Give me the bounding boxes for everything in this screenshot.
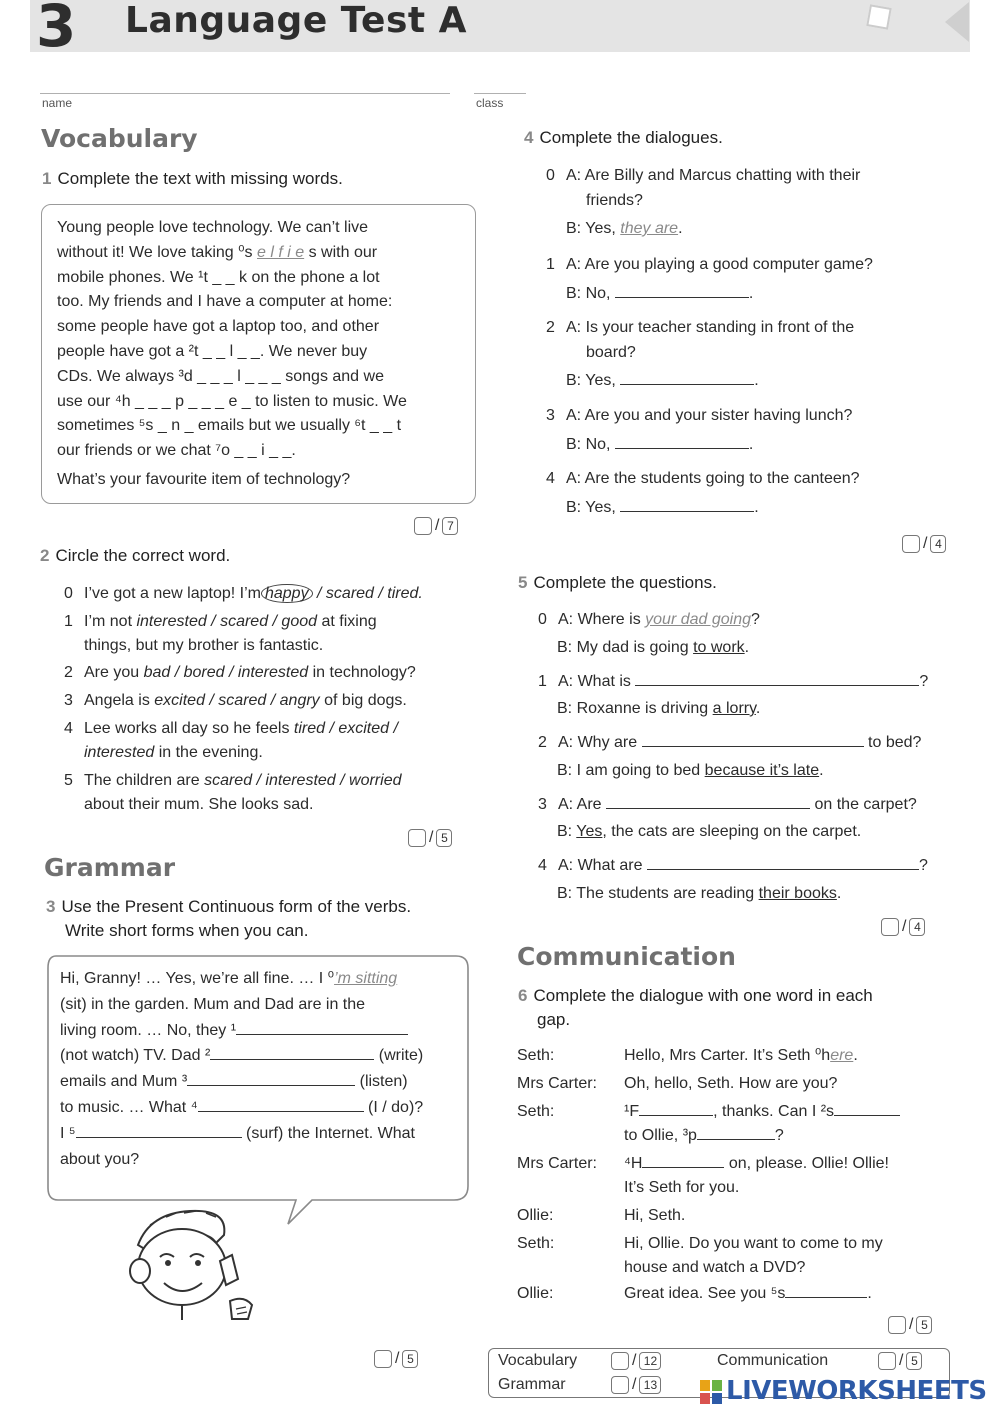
ex5-item-4-b: B: The students are reading their books.	[557, 885, 842, 902]
answer-gap-4[interactable]	[642, 1152, 724, 1168]
example-answer: ere	[830, 1047, 854, 1064]
ex4-item-1-answer: B: No, .	[566, 282, 753, 306]
grammar-heading: Grammar	[44, 853, 176, 882]
summary-grammar[interactable]: Grammar / 13	[498, 1376, 661, 1394]
example-answer: e l f i e	[257, 243, 305, 261]
ex5-item-4: 4 A: What are ?	[538, 854, 928, 878]
unit-number: 3	[36, 0, 77, 60]
exercise-6-dialogue: Seth: Hello, Mrs Carter. It’s Seth ⁰here. Mrs Carter: Oh, hello, Seth. How are you? Seth: ¹F , thanks. Can I ²s to Ollie, ³p ? Mrs Carter: ⁴H on, please. Ollie! Ollie! It’s Seth for you. Ollie: Hi, Seth. Seth: Hi, Ollie. Do you want to come to my house and watch a DVD? Ollie: Great idea. See you ⁵s .	[517, 1044, 957, 1314]
ex5-item-3: 3 A: Are on the carpet?	[538, 793, 917, 817]
name-line	[40, 93, 450, 94]
answer-gap-4[interactable]	[198, 1096, 364, 1112]
exercise-1-score[interactable]: / 7	[414, 517, 458, 535]
answer-gap[interactable]	[620, 369, 754, 385]
speaker: Mrs Carter:	[517, 1155, 597, 1172]
example-answer: your dad going	[645, 611, 751, 628]
exercise-3-score[interactable]: / 5	[374, 1350, 418, 1368]
speaker: Ollie:	[517, 1207, 554, 1224]
corner-decoration	[866, 4, 891, 29]
ex2-item-0: 0 I’ve got a new laptop! I’m happy / scared / tired.	[64, 585, 423, 602]
ex5-item-2: 2 A: Why are to bed?	[538, 731, 921, 755]
ex5-item-2-b: B: I am going to bed because it’s late.	[557, 762, 824, 779]
liveworksheets-logo-icon	[700, 1380, 722, 1404]
exercise-2-score[interactable]: / 5	[408, 829, 452, 847]
communication-heading: Communication	[517, 942, 736, 971]
answer-gap-2[interactable]	[210, 1044, 374, 1060]
ex2-item-5-cont: about their mum. She looks sad.	[84, 796, 314, 813]
answer-gap-1[interactable]	[236, 1019, 408, 1035]
speaker: Seth:	[517, 1235, 555, 1252]
liveworksheets-watermark: LIVEWORKSHEETS	[726, 1376, 987, 1406]
ex4-item-1: 1 A: Are you playing a good computer game?	[546, 256, 873, 273]
ex5-item-1-b: B: Roxanne is driving a lorry.	[557, 700, 761, 717]
ex4-item-2-answer: B: Yes, .	[566, 369, 759, 393]
example-answer: ’m sitting	[334, 970, 398, 987]
ex5-item-0: 0 A: Where is your dad going?	[538, 611, 760, 628]
answer-gap-1[interactable]	[639, 1100, 713, 1116]
exercise-5-title: 5 Complete the questions.	[518, 573, 717, 592]
speaker: Seth:	[517, 1103, 555, 1120]
ex4-item-0-cont: friends?	[586, 192, 643, 209]
summary-communication[interactable]: Communication / 5	[717, 1352, 922, 1370]
answer-gap[interactable]	[642, 731, 864, 747]
ex2-item-5[interactable]: 5 The children are scared / interested / worried	[64, 772, 402, 789]
ex2-item-4-cont: interested in the evening.	[84, 744, 263, 761]
page-title: Language Test A	[125, 0, 467, 41]
vocabulary-heading: Vocabulary	[41, 124, 198, 153]
exercise-3-title: 3 Use the Present Continuous form of the verbs. Write short forms when you can.	[46, 897, 412, 940]
speaker: Ollie:	[517, 1285, 554, 1302]
circled-answer: happy	[261, 584, 313, 603]
exercise-4-title: 4 Complete the dialogues.	[524, 128, 723, 147]
ex2-item-3[interactable]: 3 Angela is excited / scared / angry of big dogs.	[64, 692, 407, 709]
boy-on-phone-illustration	[120, 1205, 280, 1320]
answer-gap-5[interactable]	[785, 1282, 867, 1298]
ex4-item-2-cont: board?	[586, 344, 636, 361]
speaker: Mrs Carter:	[517, 1075, 597, 1092]
answer-gap[interactable]	[615, 433, 749, 449]
answer-gap[interactable]	[615, 282, 749, 298]
answer-gap-2[interactable]	[834, 1100, 900, 1116]
exercise-1-text: Young people love technology. We can’t live without it! We love taking ⁰s e l f i e s with our mobile phones. We ¹t _ _ k on the phone a lot too. My friends and I have a computer at home: some people have got a laptop too, and other people have got a ²t _ _ l _ _. We never buy CDs. We always ³d _ _ _ l _ _ _ songs and we use our ⁴h _ _ _ p _ _ _ e _ to listen to music. We sometimes ⁵s _ n _ emails but we usually ⁶t _ _ t our friends or we chat ⁷o _ _ i _ _. What’s your favourite item of technology?	[57, 219, 407, 488]
exercise-1-title: 1 Complete the text with missing words.	[42, 169, 343, 188]
ex2-item-2[interactable]: 2 Are you bad / bored / interested in technology?	[64, 664, 416, 681]
ex4-item-3-answer: B: No, .	[566, 433, 753, 457]
exercise-5-score[interactable]: / 4	[881, 918, 925, 936]
ex4-item-3: 3 A: Are you and your sister having lunch?	[546, 407, 853, 424]
ex4-item-4: 4 A: Are the students going to the canteen?	[546, 470, 860, 487]
ex5-item-1: 1 A: What is ?	[538, 670, 928, 694]
ex5-item-3-b: B: Yes, the cats are sleeping on the carpet.	[557, 823, 862, 840]
answer-gap-3[interactable]	[187, 1070, 355, 1086]
exercise-4-score[interactable]: / 4	[902, 535, 946, 553]
ex2-item-1[interactable]: 1 I’m not interested / scared / good at fixing	[64, 613, 377, 630]
answer-gap[interactable]	[635, 670, 919, 686]
class-label: class	[476, 96, 504, 110]
ex5-item-0-b: B: My dad is going to work.	[557, 639, 750, 656]
ex4-item-0: 0 A: Are Billy and Marcus chatting with their	[546, 167, 861, 184]
answer-gap[interactable]	[647, 854, 919, 870]
exercise-3-text: Hi, Granny! … Yes, we’re all fine. … I ⁰’m sitting (sit) in the garden. Mum and Dad are in the living room. … No, they ¹ (not watch) TV. Dad ² (write) emails and Mum ³ (listen) to music. … What ⁴ (I / do)? I ⁵ (surf) the Internet. What about you?	[60, 970, 424, 1168]
exercise-6-title: 6 Complete the dialogue with one word in each gap.	[518, 986, 873, 1029]
ex2-item-4[interactable]: 4 Lee works all day so he feels tired / excited /	[64, 720, 398, 737]
answer-gap-3[interactable]	[697, 1124, 775, 1140]
ex4-item-0-answer: B: Yes, they are.	[566, 220, 683, 237]
ex4-item-4-answer: B: Yes, .	[566, 496, 759, 520]
answer-gap[interactable]	[606, 793, 810, 809]
name-label: name	[42, 96, 73, 110]
example-answer: they are	[620, 220, 679, 237]
ex2-item-1-cont: things, but my brother is fantastic.	[84, 637, 324, 654]
speaker: Seth:	[517, 1047, 555, 1064]
exercise-2-title: 2 Circle the correct word.	[40, 546, 231, 565]
exercise-6-score[interactable]: / 5	[888, 1316, 932, 1334]
ex4-item-2: 2 A: Is your teacher standing in front of the	[546, 319, 855, 336]
answer-gap-5[interactable]	[76, 1122, 242, 1138]
answer-gap[interactable]	[620, 496, 754, 512]
class-line	[474, 93, 526, 94]
summary-vocabulary[interactable]: Vocabulary / 12	[498, 1352, 661, 1370]
